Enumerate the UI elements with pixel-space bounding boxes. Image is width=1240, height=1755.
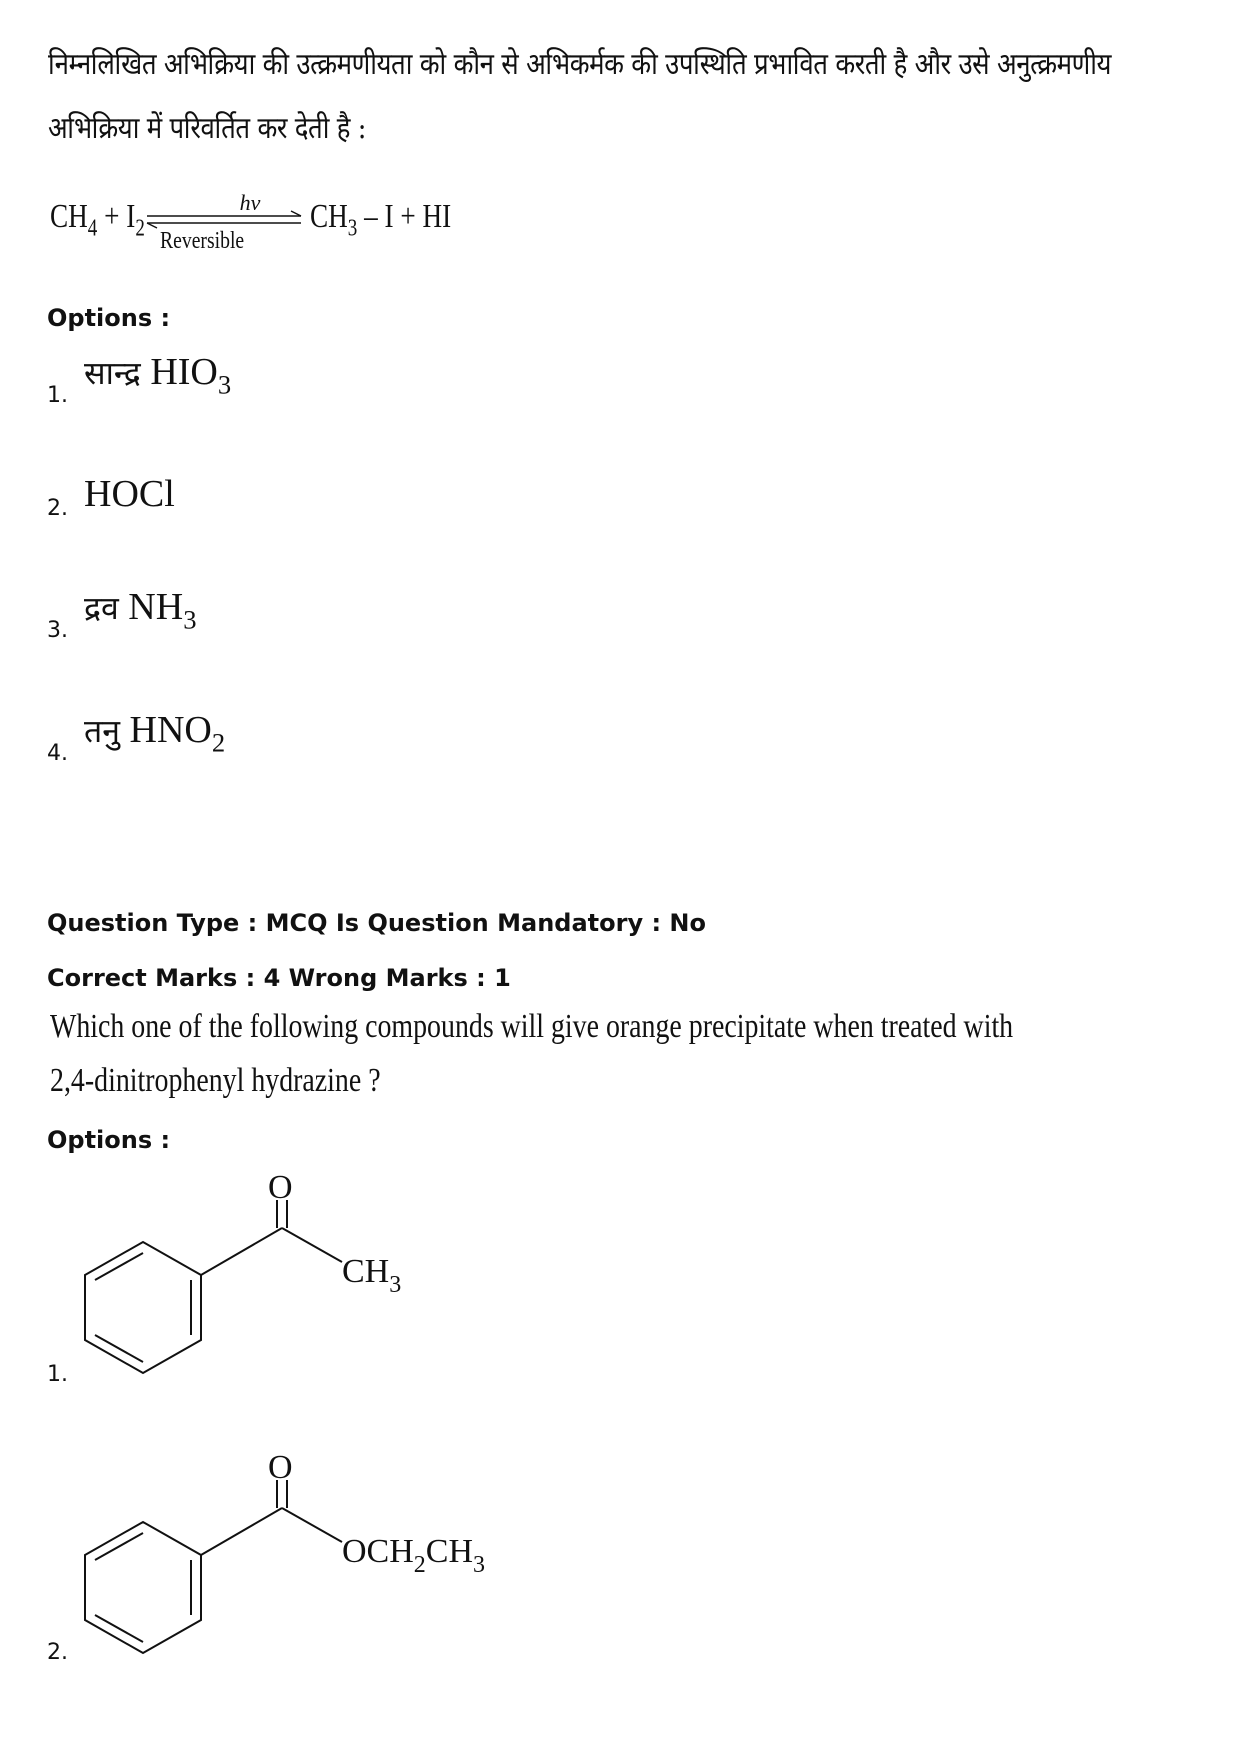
option-number: 1. <box>47 1362 68 1387</box>
equilibrium-arrow <box>145 210 305 230</box>
option-number: 2. <box>47 1640 68 1665</box>
option-2-ethyl-benzoate-structure[interactable] <box>70 1450 550 1670</box>
options-label-q2: Options : <box>47 1126 171 1154</box>
reaction-equation <box>50 190 450 260</box>
arrow-label-bottom: Reversible <box>160 228 245 254</box>
methyl-group: $CH_3$ <box>342 1253 402 1298</box>
carbonyl-oxygen: O <box>268 1450 293 1486</box>
question-1-text-line-2: अभिक्रिया में परिवर्तित कर देती है : <box>48 111 367 146</box>
option-1-acetophenone-structure[interactable] <box>70 1170 450 1390</box>
product-ch3i: $CH_3$ – I <box>310 198 394 242</box>
option-number: 3. <box>47 618 68 643</box>
ethoxy-group: $OCH_2CH_3$ <box>342 1533 486 1578</box>
arrow-label-top: hν <box>239 190 261 215</box>
option-number: 2. <box>47 496 68 521</box>
carbonyl-oxygen: O <box>268 1170 293 1206</box>
plus-sign-2: + <box>400 198 416 235</box>
reactant-i2: $I_2$ <box>126 198 145 242</box>
option-1-conc-hio3[interactable]: सान्द्र $HIO_3$ <box>84 351 232 400</box>
product-hi: HI <box>422 198 452 235</box>
options-label-q1: Options : <box>47 304 171 332</box>
question-type-line: Question Type : MCQ Is Question Mandatory : No <box>47 909 706 937</box>
option-2-hocl[interactable]: HOCl <box>84 473 175 515</box>
question-2-text-line-1: Which one of the following compounds will give orange precipitate when treated with <box>50 1008 1014 1045</box>
option-number: 1. <box>47 383 68 408</box>
marks-line: Correct Marks : 4 Wrong Marks : 1 <box>47 964 511 992</box>
option-3-liquid-nh3[interactable]: द्रव $NH_3$ <box>84 586 197 635</box>
question-1-text-line-1: निम्नलिखित अभिक्रिया की उत्क्रमणीयता को कौन से अभिकर्मक की उपस्थिति प्रभावित करती है और उसे अनुत्क्रमणीय <box>48 47 1112 82</box>
reactant-ch4: $CH_4$ <box>50 198 98 242</box>
option-4-dilute-hno2[interactable]: तनु $HNO_2$ <box>84 709 226 758</box>
option-number: 4. <box>47 741 68 766</box>
question-2-text-line-2: 2,4-dinitrophenyl hydrazine ? <box>50 1062 381 1099</box>
plus-sign: + <box>104 198 120 235</box>
